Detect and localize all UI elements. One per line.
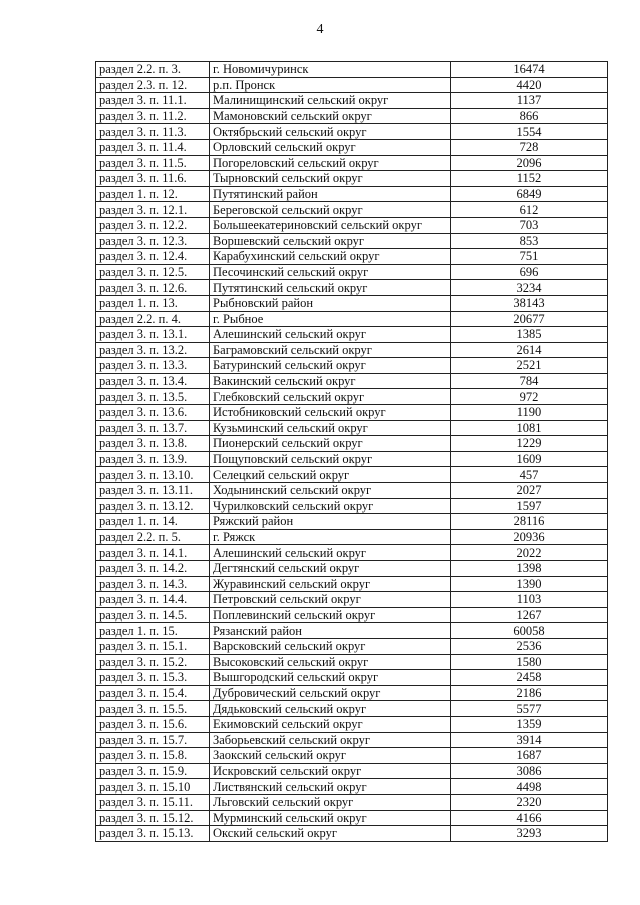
value-cell: 1103: [451, 592, 608, 608]
section-cell: раздел 3. п. 15.9.: [96, 763, 210, 779]
section-cell: раздел 1. п. 12.: [96, 186, 210, 202]
section-cell: раздел 3. п. 15.7.: [96, 732, 210, 748]
section-cell: раздел 3. п. 13.2.: [96, 342, 210, 358]
name-cell: Кузьминский сельский округ: [210, 420, 451, 436]
table-row: [96, 93, 608, 109]
table-row: [96, 467, 608, 483]
value-cell: 853: [451, 233, 608, 249]
table-row: [96, 638, 608, 654]
section-cell: раздел 3. п. 11.2.: [96, 108, 210, 124]
table-row: [96, 186, 608, 202]
section-cell: раздел 3. п. 13.4.: [96, 373, 210, 389]
table-row: [96, 77, 608, 93]
table-row: [96, 108, 608, 124]
value-cell: 1229: [451, 436, 608, 452]
value-cell: 2536: [451, 638, 608, 654]
table-row: [96, 233, 608, 249]
table-row: [96, 654, 608, 670]
value-cell: 696: [451, 264, 608, 280]
name-cell: Дубровический сельский округ: [210, 685, 451, 701]
value-cell: 60058: [451, 623, 608, 639]
section-cell: раздел 3. п. 12.5.: [96, 264, 210, 280]
name-cell: Глебковский сельский округ: [210, 389, 451, 405]
table-row: [96, 670, 608, 686]
table-row: [96, 607, 608, 623]
name-cell: Рыбновский район: [210, 295, 451, 311]
section-cell: раздел 3. п. 12.2.: [96, 217, 210, 233]
table-row: [96, 202, 608, 218]
value-cell: 1137: [451, 93, 608, 109]
section-cell: раздел 3. п. 13.12.: [96, 498, 210, 514]
section-cell: раздел 2.2. п. 5.: [96, 529, 210, 545]
section-cell: раздел 2.2. п. 3.: [96, 62, 210, 78]
value-cell: 3914: [451, 732, 608, 748]
table-row: [96, 794, 608, 810]
name-cell: Октябрьский сельский округ: [210, 124, 451, 140]
value-cell: 3293: [451, 826, 608, 842]
section-cell: раздел 3. п. 12.6.: [96, 280, 210, 296]
value-cell: 1190: [451, 405, 608, 421]
value-cell: 1390: [451, 576, 608, 592]
section-cell: раздел 3. п. 14.3.: [96, 576, 210, 592]
value-cell: 612: [451, 202, 608, 218]
name-cell: Заокский сельский округ: [210, 748, 451, 764]
table-row: [96, 62, 608, 78]
section-cell: раздел 3. п. 15.4.: [96, 685, 210, 701]
value-cell: 866: [451, 108, 608, 124]
name-cell: Путятинский сельский округ: [210, 280, 451, 296]
value-cell: 20677: [451, 311, 608, 327]
value-cell: 1554: [451, 124, 608, 140]
value-cell: 5577: [451, 701, 608, 717]
name-cell: Варсковский сельский округ: [210, 638, 451, 654]
table-row: [96, 436, 608, 452]
section-cell: раздел 3. п. 13.9.: [96, 451, 210, 467]
name-cell: Рязанский район: [210, 623, 451, 639]
name-cell: Заборьевский сельский округ: [210, 732, 451, 748]
value-cell: 4498: [451, 779, 608, 795]
name-cell: г. Рыбное: [210, 311, 451, 327]
name-cell: Селецкий сельский округ: [210, 467, 451, 483]
name-cell: Петровский сельский округ: [210, 592, 451, 608]
value-cell: 28116: [451, 514, 608, 530]
value-cell: 1687: [451, 748, 608, 764]
name-cell: Батуринский сельский округ: [210, 358, 451, 374]
table-row: [96, 763, 608, 779]
value-cell: 2614: [451, 342, 608, 358]
name-cell: Погореловский сельский округ: [210, 155, 451, 171]
name-cell: Малинищинский сельский округ: [210, 93, 451, 109]
table-row: [96, 514, 608, 530]
name-cell: Искровский сельский округ: [210, 763, 451, 779]
table-row: [96, 155, 608, 171]
value-cell: 16474: [451, 62, 608, 78]
value-cell: 1609: [451, 451, 608, 467]
value-cell: 1359: [451, 716, 608, 732]
section-cell: раздел 3. п. 14.2.: [96, 561, 210, 577]
table-row: [96, 171, 608, 187]
name-cell: Тырновский сельский округ: [210, 171, 451, 187]
name-cell: Истобниковский сельский округ: [210, 405, 451, 421]
section-cell: раздел 3. п. 15.3.: [96, 670, 210, 686]
section-cell: раздел 3. п. 14.4.: [96, 592, 210, 608]
value-cell: 2521: [451, 358, 608, 374]
section-cell: раздел 3. п. 14.1.: [96, 545, 210, 561]
table-row: [96, 217, 608, 233]
table-row: [96, 592, 608, 608]
section-cell: раздел 3. п. 15.6.: [96, 716, 210, 732]
table-row: [96, 124, 608, 140]
value-cell: 2022: [451, 545, 608, 561]
name-cell: Орловский сельский округ: [210, 139, 451, 155]
name-cell: Вакинский сельский округ: [210, 373, 451, 389]
section-cell: раздел 3. п. 11.1.: [96, 93, 210, 109]
table-row: [96, 389, 608, 405]
table-row: [96, 264, 608, 280]
value-cell: 20936: [451, 529, 608, 545]
name-cell: Карабухинский сельский округ: [210, 249, 451, 265]
table-row: [96, 545, 608, 561]
value-cell: 4166: [451, 810, 608, 826]
value-cell: 1267: [451, 607, 608, 623]
name-cell: Мамоновский сельский округ: [210, 108, 451, 124]
value-cell: 1398: [451, 561, 608, 577]
name-cell: Дядьковский сельский округ: [210, 701, 451, 717]
section-cell: раздел 3. п. 12.3.: [96, 233, 210, 249]
section-cell: раздел 3. п. 15.8.: [96, 748, 210, 764]
name-cell: г. Ряжск: [210, 529, 451, 545]
section-cell: раздел 3. п. 13.10.: [96, 467, 210, 483]
table-row: [96, 451, 608, 467]
section-cell: раздел 3. п. 13.1.: [96, 327, 210, 343]
table-row: [96, 311, 608, 327]
value-cell: 38143: [451, 295, 608, 311]
value-cell: 1597: [451, 498, 608, 514]
value-cell: 3086: [451, 763, 608, 779]
value-cell: 2027: [451, 483, 608, 499]
value-cell: 3234: [451, 280, 608, 296]
table-row: [96, 561, 608, 577]
table-row: [96, 779, 608, 795]
table-row: [96, 405, 608, 421]
section-cell: раздел 1. п. 15.: [96, 623, 210, 639]
table-row: [96, 623, 608, 639]
value-cell: 1152: [451, 171, 608, 187]
value-cell: 6849: [451, 186, 608, 202]
name-cell: Пощуповский сельский округ: [210, 451, 451, 467]
value-cell: 1081: [451, 420, 608, 436]
table-row: [96, 358, 608, 374]
table-row: [96, 498, 608, 514]
section-cell: раздел 3. п. 15.10: [96, 779, 210, 795]
section-cell: раздел 3. п. 13.8.: [96, 436, 210, 452]
section-cell: раздел 3. п. 13.6.: [96, 405, 210, 421]
value-cell: 4420: [451, 77, 608, 93]
table-row: [96, 716, 608, 732]
section-cell: раздел 3. п. 13.3.: [96, 358, 210, 374]
table-row: [96, 529, 608, 545]
table-row: [96, 327, 608, 343]
name-cell: Вышгородский сельский округ: [210, 670, 451, 686]
table-row: [96, 576, 608, 592]
name-cell: Листвянский сельский округ: [210, 779, 451, 795]
value-cell: 703: [451, 217, 608, 233]
section-cell: раздел 3. п. 15.11.: [96, 794, 210, 810]
value-cell: 1580: [451, 654, 608, 670]
table-row: [96, 826, 608, 842]
name-cell: г. Новомичуринск: [210, 62, 451, 78]
name-cell: Алешинский сельский округ: [210, 327, 451, 343]
table-body: [96, 62, 608, 842]
name-cell: Льговский сельский округ: [210, 794, 451, 810]
name-cell: Екимовский сельский округ: [210, 716, 451, 732]
value-cell: 2186: [451, 685, 608, 701]
section-cell: раздел 3. п. 13.7.: [96, 420, 210, 436]
value-cell: 457: [451, 467, 608, 483]
value-cell: 1385: [451, 327, 608, 343]
section-cell: раздел 3. п. 15.2.: [96, 654, 210, 670]
table-row: [96, 748, 608, 764]
section-cell: раздел 3. п. 12.4.: [96, 249, 210, 265]
name-cell: Песочинский сельский округ: [210, 264, 451, 280]
table-row: [96, 139, 608, 155]
name-cell: Поплевинский сельский округ: [210, 607, 451, 623]
table-row: [96, 249, 608, 265]
name-cell: р.п. Пронск: [210, 77, 451, 93]
name-cell: Мурминский сельский округ: [210, 810, 451, 826]
page-number: 4: [316, 22, 324, 37]
section-cell: раздел 3. п. 11.6.: [96, 171, 210, 187]
name-cell: Высоковский сельский округ: [210, 654, 451, 670]
section-cell: раздел 3. п. 15.5.: [96, 701, 210, 717]
table-row: [96, 342, 608, 358]
section-cell: раздел 3. п. 15.13.: [96, 826, 210, 842]
table-row: [96, 420, 608, 436]
name-cell: Баграмовский сельский округ: [210, 342, 451, 358]
name-cell: Большеекатериновский сельский округ: [210, 217, 451, 233]
section-cell: раздел 1. п. 14.: [96, 514, 210, 530]
name-cell: Путятинский район: [210, 186, 451, 202]
table-row: [96, 373, 608, 389]
section-cell: раздел 3. п. 14.5.: [96, 607, 210, 623]
value-cell: 2096: [451, 155, 608, 171]
value-cell: 751: [451, 249, 608, 265]
name-cell: Дегтянский сельский округ: [210, 561, 451, 577]
section-cell: раздел 3. п. 11.5.: [96, 155, 210, 171]
value-cell: 784: [451, 373, 608, 389]
table-row: [96, 732, 608, 748]
table-row: [96, 295, 608, 311]
name-cell: Пионерский сельский округ: [210, 436, 451, 452]
section-cell: раздел 3. п. 15.12.: [96, 810, 210, 826]
population-table: [95, 61, 608, 842]
value-cell: 2458: [451, 670, 608, 686]
section-cell: раздел 3. п. 11.4.: [96, 139, 210, 155]
value-cell: 2320: [451, 794, 608, 810]
table-row: [96, 701, 608, 717]
name-cell: Ходынинский сельский округ: [210, 483, 451, 499]
section-cell: раздел 3. п. 12.1.: [96, 202, 210, 218]
name-cell: Чурилковский сельский округ: [210, 498, 451, 514]
table-row: [96, 810, 608, 826]
name-cell: Ряжский район: [210, 514, 451, 530]
section-cell: раздел 3. п. 15.1.: [96, 638, 210, 654]
section-cell: раздел 2.2. п. 4.: [96, 311, 210, 327]
section-cell: раздел 1. п. 13.: [96, 295, 210, 311]
section-cell: раздел 3. п. 13.11.: [96, 483, 210, 499]
table-row: [96, 280, 608, 296]
name-cell: Алешинский сельский округ: [210, 545, 451, 561]
section-cell: раздел 3. п. 11.3.: [96, 124, 210, 140]
table-row: [96, 483, 608, 499]
value-cell: 728: [451, 139, 608, 155]
name-cell: Журавинский сельский округ: [210, 576, 451, 592]
name-cell: Окский сельский округ: [210, 826, 451, 842]
section-cell: раздел 2.3. п. 12.: [96, 77, 210, 93]
name-cell: Береговской сельский округ: [210, 202, 451, 218]
name-cell: Воршевский сельский округ: [210, 233, 451, 249]
section-cell: раздел 3. п. 13.5.: [96, 389, 210, 405]
table-row: [96, 685, 608, 701]
value-cell: 972: [451, 389, 608, 405]
